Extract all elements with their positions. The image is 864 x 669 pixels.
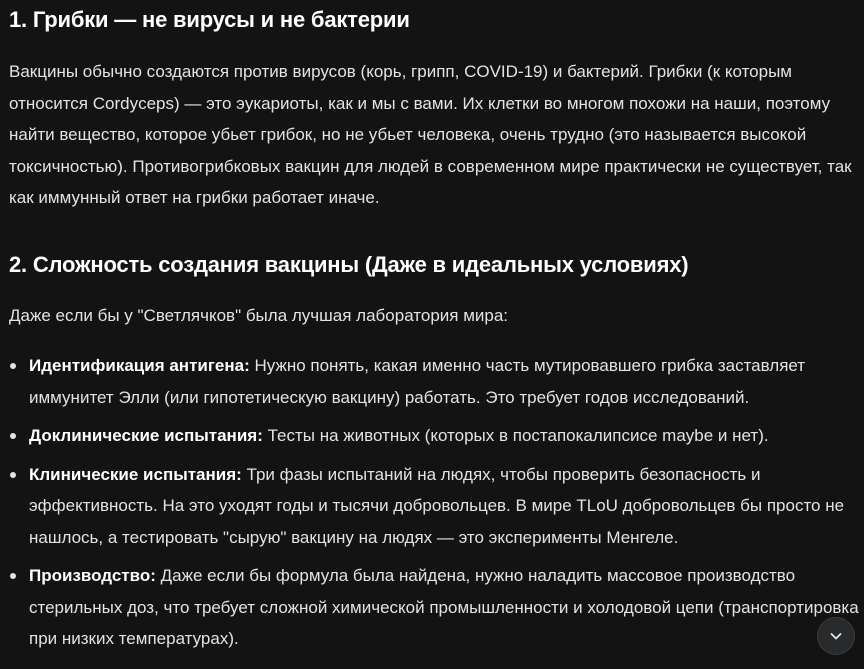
bullet-icon <box>10 573 16 579</box>
bullet-icon <box>10 433 16 439</box>
bullet-icon <box>10 363 16 369</box>
bullet-list <box>9 350 859 662</box>
list-item-title: Доклинические испытания: <box>29 426 263 445</box>
list-item-text: Даже если бы формула была найдена, нужно наладить массовое производство стерильных доз, что требует сложной химической промышленности и холодовой цепи (транспортировка при низких температурах). <box>29 566 859 648</box>
section-intro-2: Даже если бы у "Светлячков" была лучшая лаборатория мира: <box>9 306 509 325</box>
list-item <box>9 459 859 554</box>
chevron-down-icon <box>828 628 844 644</box>
list-item-text: Три фазы испытаний на людях, чтобы проверить безопасность и эффективность. На это уходят годы и тысячи добровольцев. В мире TLoU добровольцев бы просто не нашлось, а тестировать "сырую" вакцину на людях — это эксперименты Менгеле. <box>29 464 845 547</box>
bullet-icon <box>10 472 16 478</box>
section-heading-2: 2. Сложность создания вакцины (Даже в идеальных условиях) <box>9 252 689 277</box>
scroll-to-bottom-button[interactable] <box>817 617 855 655</box>
list-item-title: Производство: <box>29 566 156 585</box>
section-heading-1: 1. Грибки — не вирусы и не бактерии <box>9 7 410 32</box>
list-item <box>9 350 859 413</box>
section-paragraph-1: Вакцины обычно создаются против вирусов (корь, грипп, COVID-19) и бактерий. Грибки (к которым относится Cordyceps) — это эукариоты, как и мы с вами. Их клетки во многом похожи на наши, поэтому найти вещество, которое убьет грибок, но не убьет человека, очень трудно (это называется высокой токсичностью). Противогрибковых вакцин для людей в современном мире практически не существует, так как иммунный ответ на грибки работает иначе. <box>9 62 852 207</box>
list-item-title: Клинические испытания: <box>29 464 242 484</box>
list-item-text: Нужно понять, какая именно часть мутировавшего грибка заставляет иммунитет Элли (или гипотетическую вакцину) работать. Это требует годов исследований. <box>29 356 806 407</box>
list-item-text: Тесты на животных (которых в постапокалипсисе maybe и нет). <box>262 426 769 445</box>
list-item-title: Идентификация антигена: <box>29 356 250 375</box>
list-item <box>9 560 859 655</box>
list-item <box>9 420 859 452</box>
